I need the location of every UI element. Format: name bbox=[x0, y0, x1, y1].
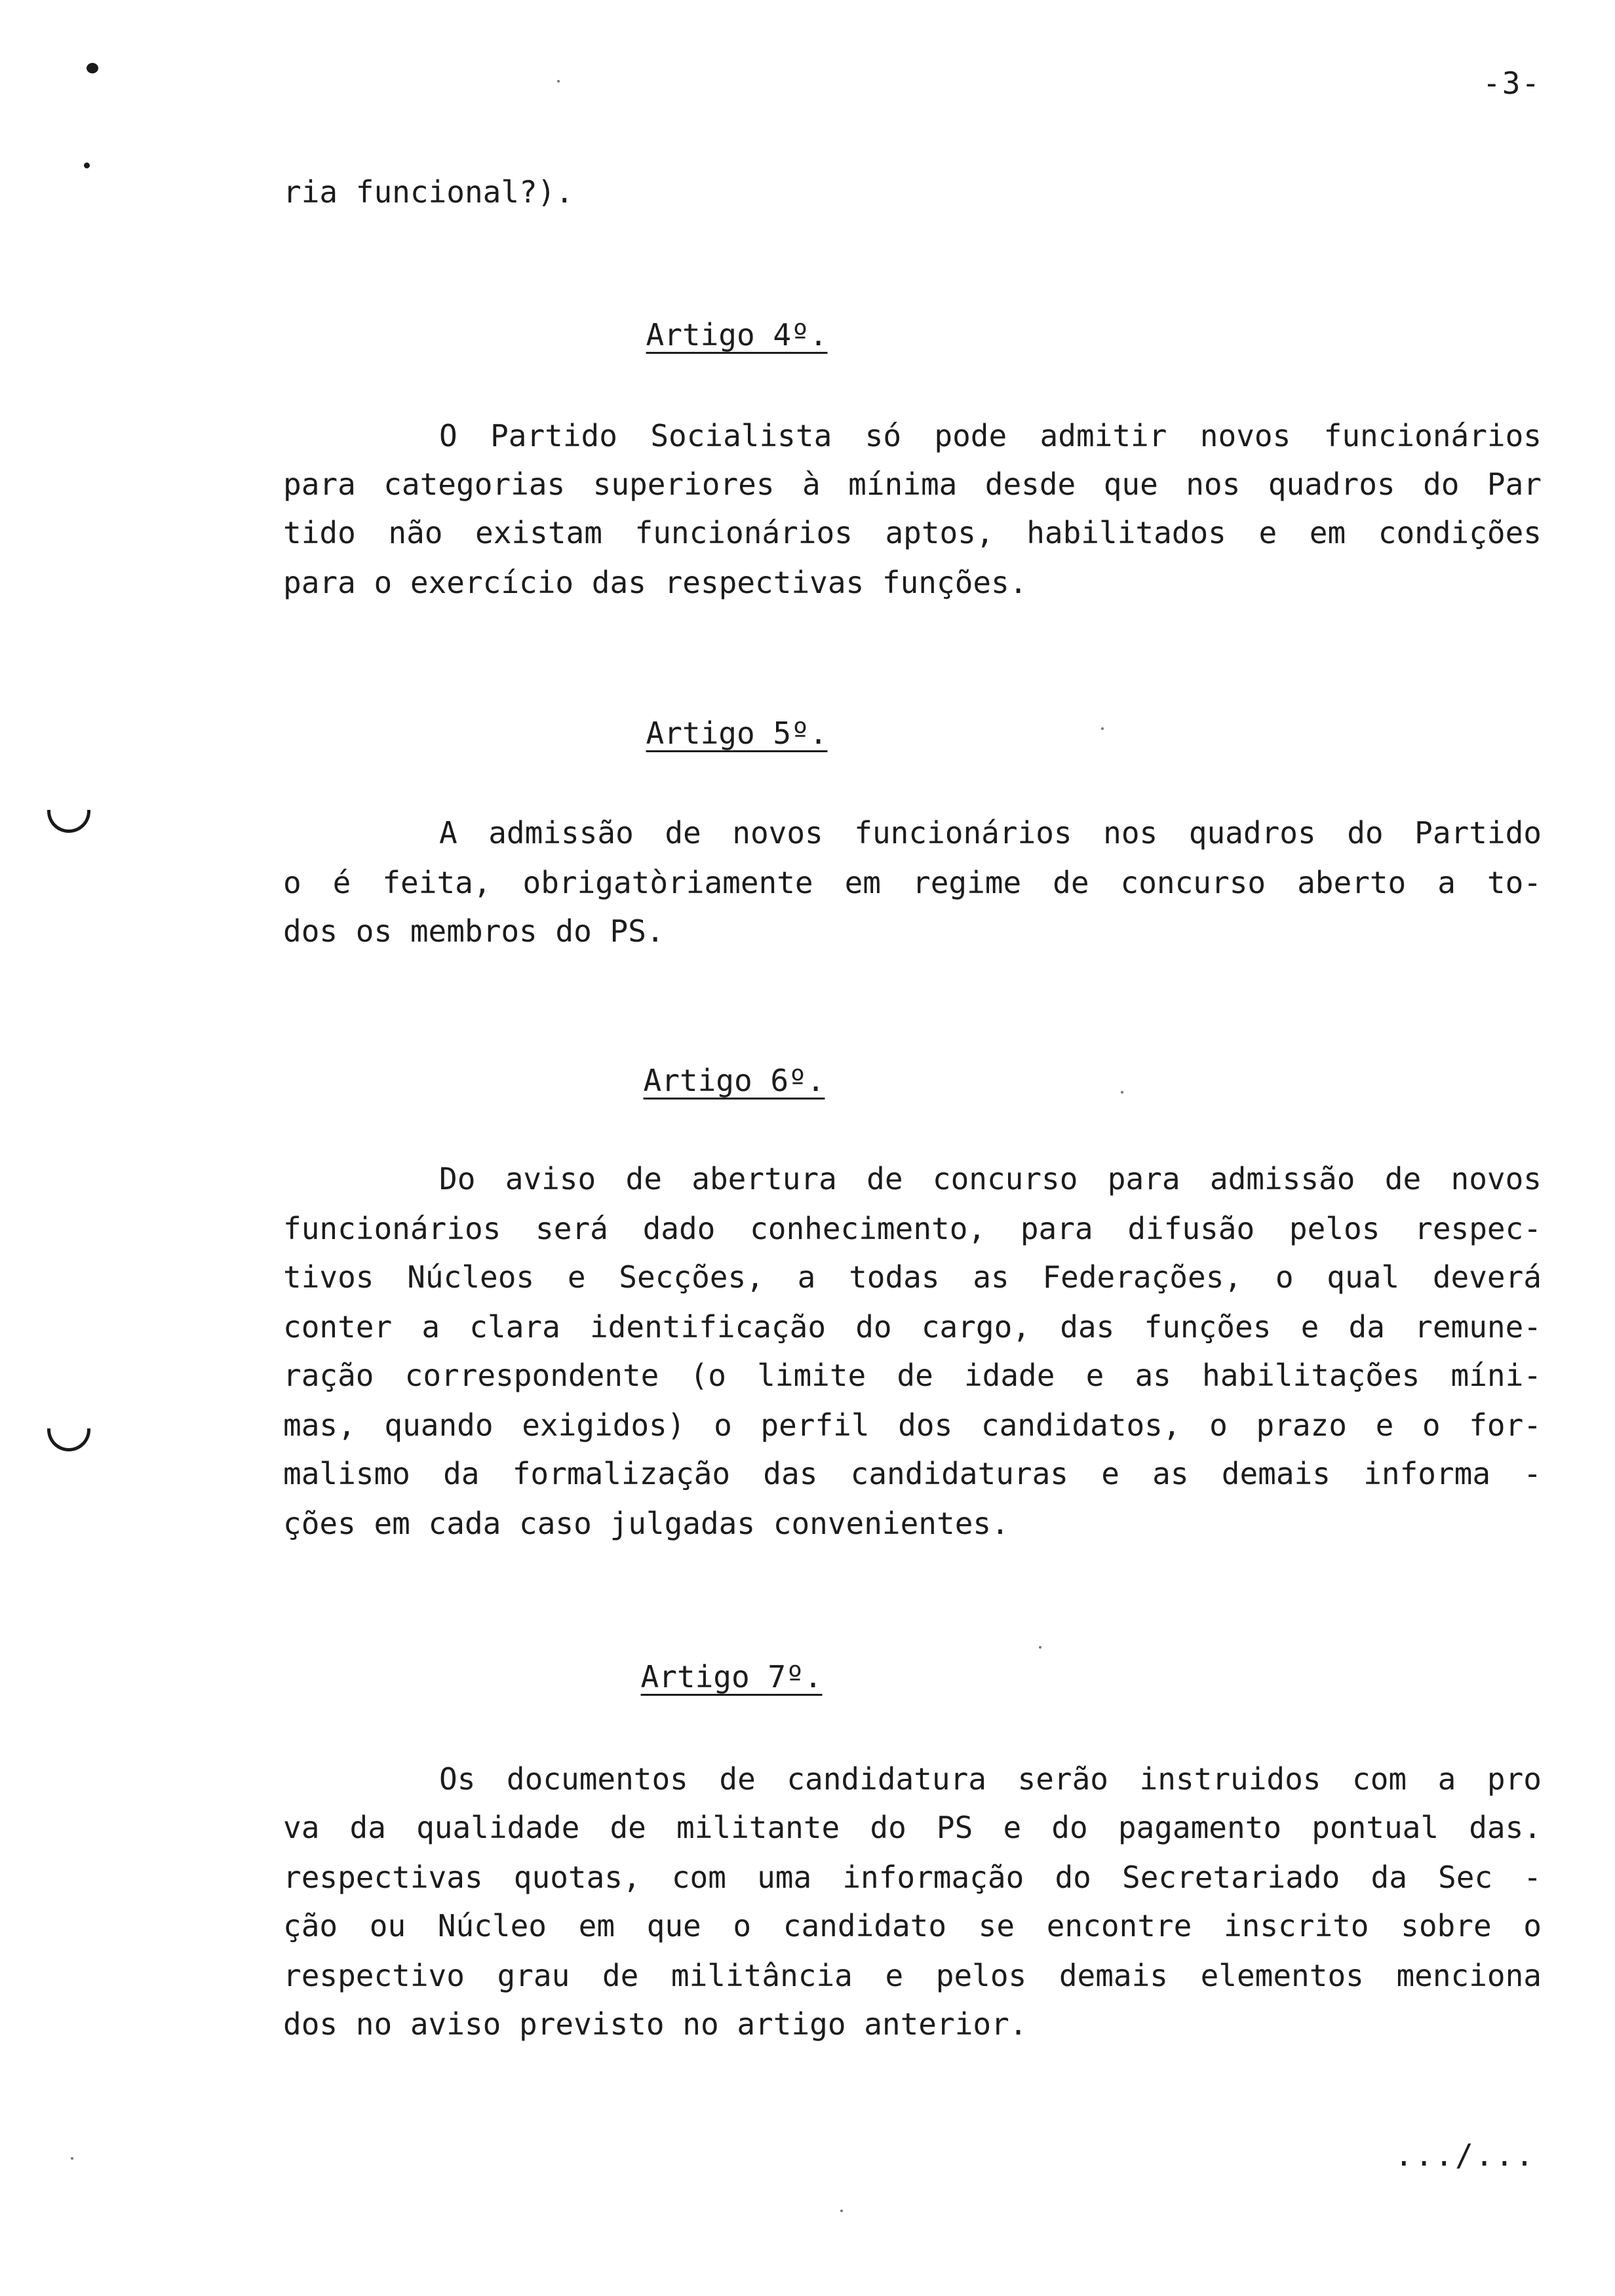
continuation-mark: .../... bbox=[1395, 2137, 1536, 2173]
scan-speck bbox=[1039, 1646, 1041, 1649]
article-paragraph-line: O Partido Socialista só pode admitir novos funcionários bbox=[439, 418, 1542, 453]
article-paragraph-line: malismo da formalização das candidaturas e as demais informa - bbox=[283, 1456, 1542, 1491]
article-paragraph-line: funcionários será dado conhecimento, para difusão pelos respec- bbox=[283, 1211, 1542, 1246]
margin-arc-mark bbox=[47, 810, 90, 833]
article-paragraph-line: mas, quando exigidos) o perfil dos candidatos, o prazo e o for- bbox=[283, 1407, 1542, 1443]
opening-line: ria funcional?). bbox=[283, 174, 574, 210]
article-paragraph-line: va da qualidade de militante do PS e do pagamento pontual das. bbox=[283, 1810, 1542, 1845]
article-paragraph-line: respectivo grau de militância e pelos demais elementos menciona bbox=[283, 1958, 1542, 1993]
article-paragraph-line: conter a clara identificação do cargo, das funções e da remune- bbox=[283, 1309, 1542, 1345]
page-number: -3- bbox=[1483, 66, 1542, 101]
margin-arc-mark bbox=[47, 1428, 90, 1451]
article-paragraph-line: ções em cada caso julgadas convenientes. bbox=[283, 1506, 1009, 1541]
article-paragraph-line: A admissão de novos funcionários nos quadros do Partido bbox=[439, 815, 1542, 851]
article-heading-text: Artigo 4º. bbox=[646, 317, 828, 353]
article-paragraph-line: dos no aviso previsto no artigo anterior. bbox=[283, 2006, 1028, 2042]
article-heading-text: Artigo 6º. bbox=[643, 1063, 825, 1098]
article-paragraph-line: Os documentos de candidatura serão instruidos com a pro bbox=[439, 1761, 1542, 1797]
article-paragraph-line: ção ou Núcleo em que o candidato se encontre inscrito sobre o bbox=[283, 1908, 1542, 1943]
article-paragraph-line: respectivas quotas, com uma informação do Secretariado da Sec - bbox=[283, 1860, 1542, 1895]
article-heading bbox=[0, 311, 1544, 359]
article-paragraph-line: dos os membros do PS. bbox=[283, 913, 665, 949]
article-paragraph-line: o é feita, obrigatòriamente em regime de concurso aberto a to- bbox=[283, 865, 1542, 900]
article-paragraph-line: ração correspondente (o limite de idade e as habilitações míni- bbox=[283, 1358, 1542, 1393]
article-heading bbox=[0, 1056, 1542, 1105]
article-heading bbox=[0, 1653, 1539, 1701]
scan-speck bbox=[557, 80, 560, 83]
margin-tick-mark bbox=[84, 163, 90, 168]
article-paragraph-line: Do aviso de abertura de concurso para admissão de novos bbox=[439, 1161, 1542, 1196]
article-paragraph-line: tido não existam funcionários aptos, habilitados e em condições bbox=[283, 515, 1542, 550]
article-paragraph-line: para o exercício das respectivas funções. bbox=[283, 565, 1028, 600]
scan-speck bbox=[840, 2210, 843, 2212]
article-heading-text: Artigo 7º. bbox=[640, 1659, 823, 1694]
article-heading-text: Artigo 5º. bbox=[646, 716, 828, 751]
article-paragraph-line: para categorias superiores à mínima desde que nos quadros do Par bbox=[283, 467, 1542, 502]
article-heading bbox=[0, 709, 1544, 757]
punch-hole-mark bbox=[87, 63, 98, 73]
scan-speck bbox=[71, 2157, 73, 2160]
article-paragraph-line: tivos Núcleos e Secções, a todas as Federações, o qual deverá bbox=[283, 1259, 1542, 1295]
